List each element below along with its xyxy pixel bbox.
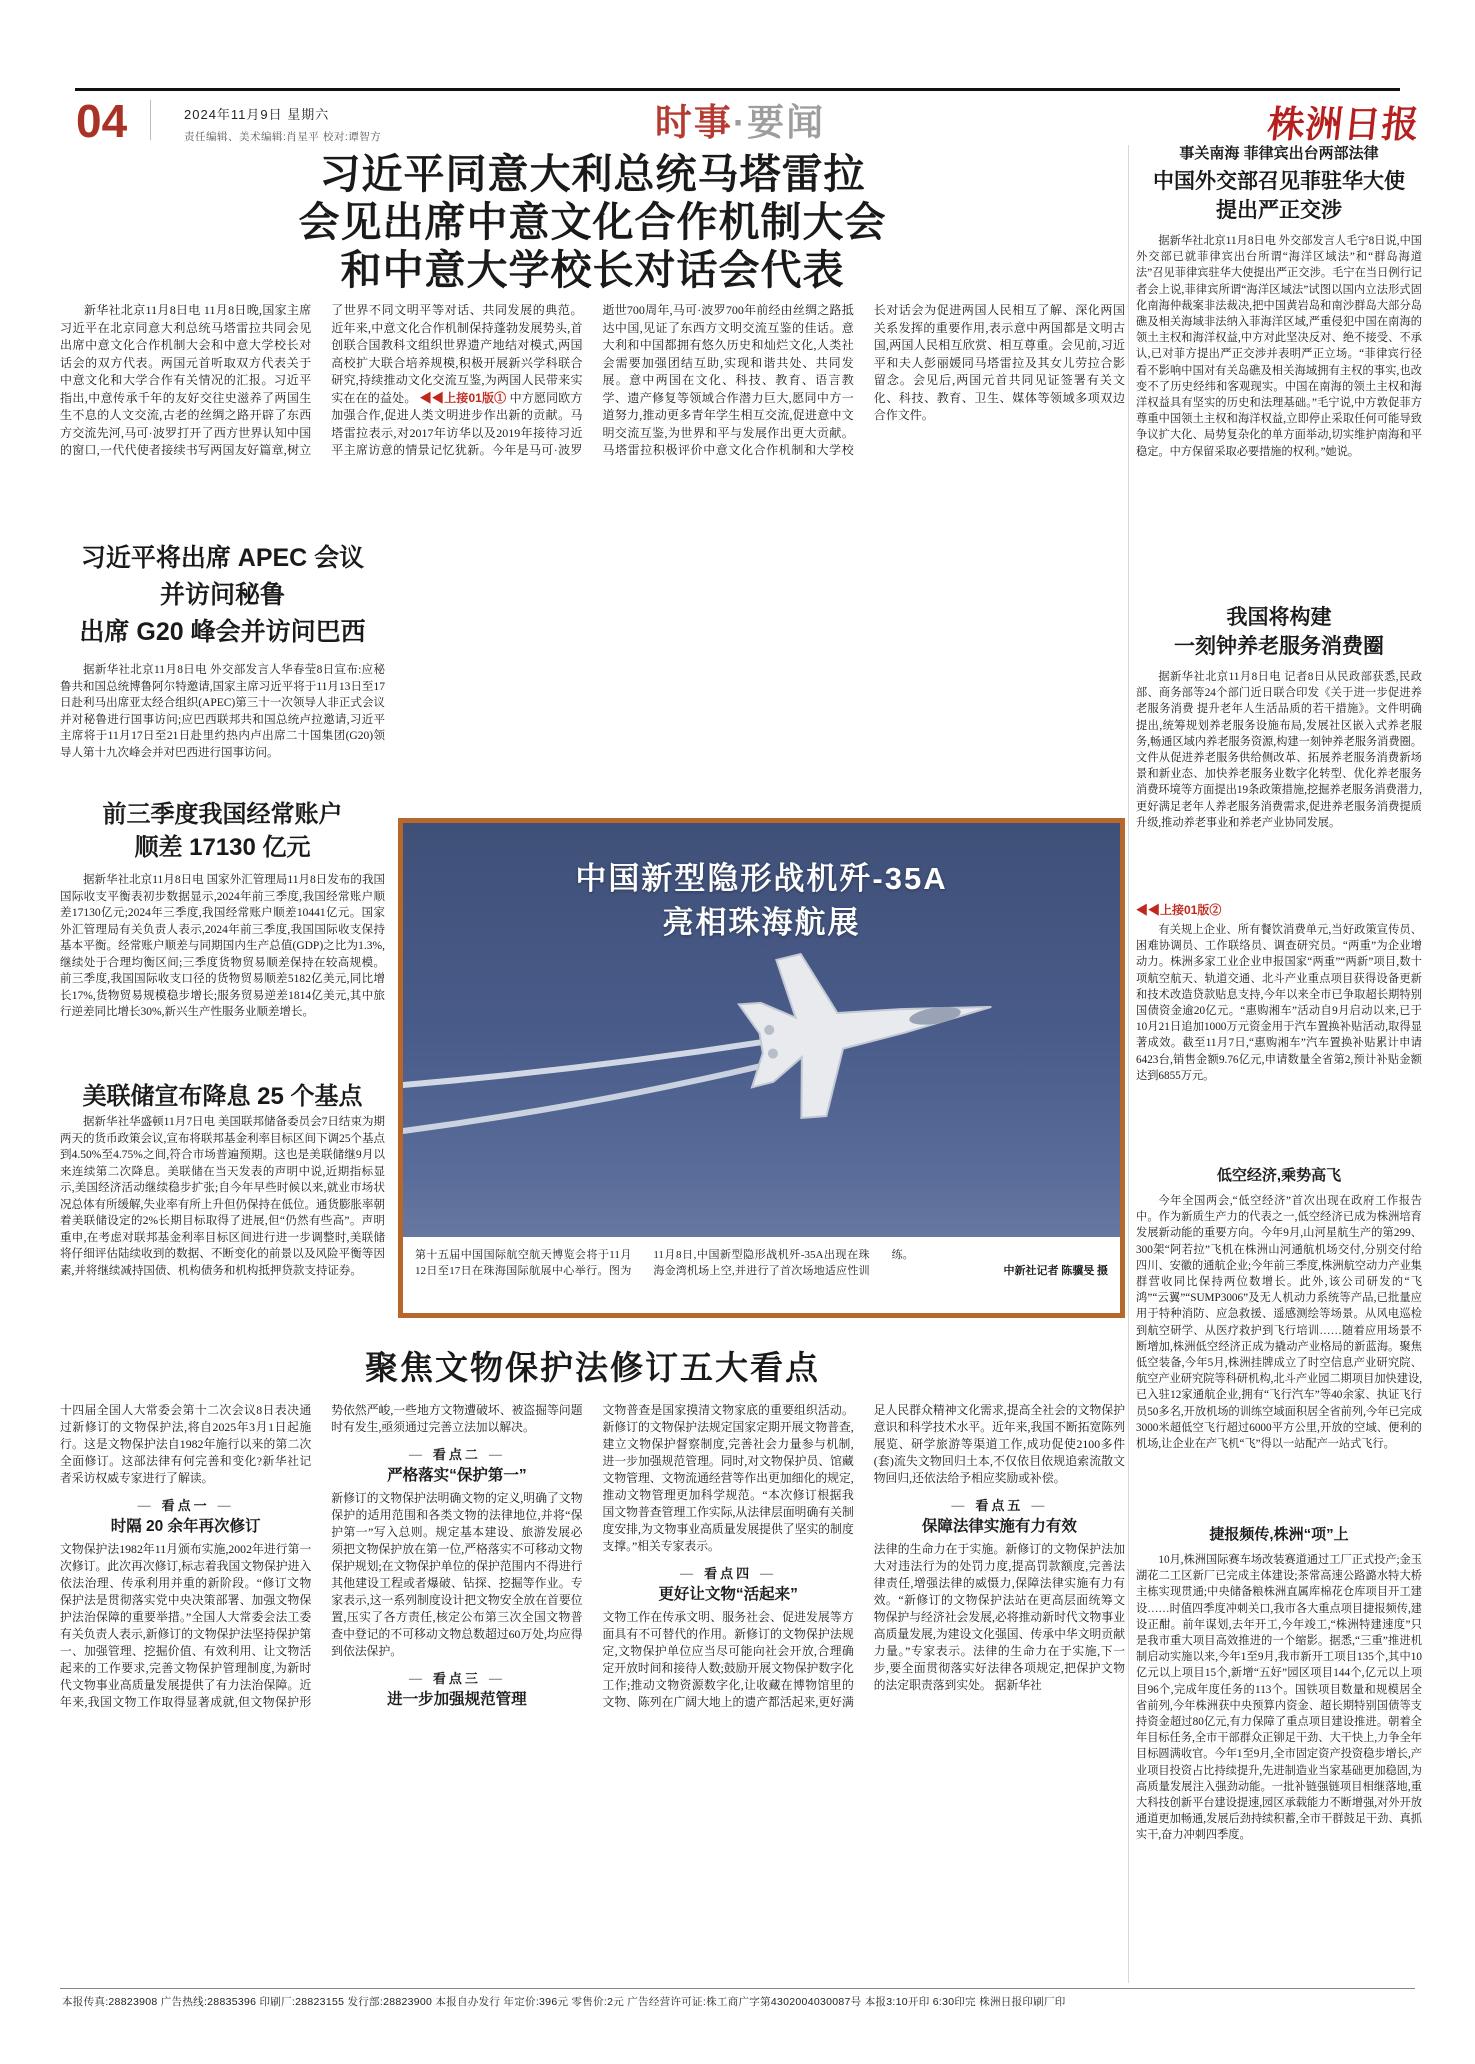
low-altitude-body: 今年全国两会,“低空经济”首次出现在政府工作报告中。作为新质生产力的代表之一,低空经济已成为株洲培育发展新动能的重要方向。今年9月,山河星航生产的第299、300架“阿若拉”飞机在株洲山河通航机场交付,分别交付给四川、安徽的通航企业;今年前三季度,株洲航空动力产业集群营收同比保持两位数增长。此外,该公司研发的“飞鸿”“云翼”“SUMP3006”及无人机动力系统等产品,已批量应用于特种消防、应急救援、遥感测绘等场景。从风电巡检到航空研学、从医疗救护到飞行培训……随着应用场景不断增加,株洲低空经济正成为撬动产业格局的新蓝海。聚焦低空装备,今年5月,株洲挂牌成立了时空信息产业研究院、航空产业研究院等科研机构,北斗产业园二期项目加快建设,已入驻12家通航企业,拥有“飞行汽车”等40余家、执证飞行员50多名,开放机场的训练空域面积居全省前列,今年已完成3000米超低空飞行超过6000平方公里,开放的空域、便利的机场,让企业在产飞机“飞”得以一站配产一站式飞行。 (1136, 1195, 1422, 1451)
masthead-logo: 株洲日报 (1265, 105, 1422, 146)
main-body-part2: 中方愿同欧方加强合作,促进人类文明进步作出新的贡献。马塔雷拉表示,对2017年访华以及2019年接待习近平主席访意的情景记忆犹新。今年是马可·波罗逝世700周年,马可·波罗700年前经由丝绸之路抵达中国,见证了东西方文明交流互鉴的佳话。意大利和中国都拥有悠久历史和灿烂文化,人类社会需要加强团结互助,实现和谐共处、共同发展。意中两国在文化、科技、教育、语言教学、遗产修复等领域合作潜力巨大,愿同中方一道努力,推动更多青年学生相互交流,促进意中文明交流互鉴,为世界和平与发展作出更大贡献。马塔雷拉积极评价中意文化合作机制和大学校长对话会为促进两国人民相互了解、深化两国关系发挥的重要作用,表示意中两国都是文明古国,两国人民相互欣赏、相互尊重。会见前,习近平和夫人彭丽媛同马塔雷拉及其女儿劳拉合影留念。会见后,两国元首共同见证签署有关文化、科技、教育、卫生、媒体等领域多项双边合作文件。 (331, 303, 1125, 457)
kandian-4-body: 文物工作在传承文明、服务社会、促进发展等方面具有不可替代的作用。新修订的文物保护法规定,文物保护单位应当尽可能向社会开放,合理确定开放时间和接待人数;鼓励开展文物保护数字化工作;推动文物资源数字化,让收藏在博物馆里的文物、陈列在广阔大地上的遗产都活起来,更好满足人民群众精神文化需求,提高全社会的文物保护意识和科学技术水平。近年来,我国不断拓宽陈列展览、研学旅游等渠道工作,成功促使2100多件(套)流失文物回归土本,不仅依目依规追索流散文物回归,还依法给予相应奖励或补偿。 (602, 1403, 1125, 1709)
photo-caption (403, 1237, 1120, 1309)
kandian-3-body: 文物普查是国家摸清文物家底的重要组织活动。新修订的文物保护法规定国家定期开展文物普查,建立文物保护督察制度,完善社会力量参与机制,进一步加强规范管理。同时,对文物保护员、馆藏文物管理、文物流通经营等作出更加细化的规定,推动文物管理更加科学规范。“本次修订根据我国文物普查管理工作实际,从法律层面明确有关制度安排,为文物事业高质量发展提供了坚实的制度支撑。”相关专家表示。 (602, 1403, 854, 1553)
fed-article-headline: 美联储宣布降息 25 个基点 (82, 1083, 363, 1110)
kandian-5-body: 法律的生命力在于实施。新修订的文物保护法加大对违法行为的处罚力度,提高罚款额度,完善法律责任,增强法律的威慑力,保障法律实施有力有效。“新修订的文物保护法站在更高层面统筹文物保护与经济社会发展,必将推动新时代文物事业高质量发展,为建设文化强国、传承中华文明贡献力量。”专家表示。法律的生命力在于实施,下一步,要全面贯彻落实好法律各项规定,把保护文物的法定职责落到实处。 据新华社 (873, 1542, 1125, 1692)
current-account-body: 据新华社北京11月8日电 国家外汇管理局11月8日发布的我国国际收支平衡表初步数据显示,2024年前三季度,我国经常账户顺差17130亿元;2024年三季度,我国经常账户顺差10441亿元。国家外汇管理局有关负责人表示,2024年前三季度,我国国际收支保持基本平衡。经常账户顺差与同期国内生产总值(GDP)之比为1.3%,继续处于合理均衡区间;三季度货物贸易顺差保持在较高规模。前三季度,我国国际收支口径的货物贸易顺差5182亿美元,同比增长17%,货物贸易规模稳步增长;服务贸易逆差1814亿美元,其中旅行逆差同比增长30%,新兴生产性服务业顺差增长。 (60, 874, 385, 1018)
kandian-4-title: 更好让文物“活起来” (658, 1586, 798, 1603)
section-name-main: 时事 (654, 102, 733, 143)
kandian-5-title: 保障法律实施有力有效 (921, 1518, 1077, 1535)
current-account-headline (60, 798, 385, 864)
kandian-3-title: 进一步加强规范管理 (387, 1691, 527, 1708)
main-headline-line1: 习近平同意大利总统马塔雷拉 (319, 151, 866, 197)
mfa-headline-line2: 提出严正交涉 (1216, 199, 1342, 222)
right-column (1136, 142, 1422, 1986)
apec-headline-line2: 并访问秘鲁 (159, 581, 285, 609)
kandian-1-body: 文物保护法1982年11月颁布实施,2002年进行第一次修订。此次再次修订,标志着我国文物保护进入依法治理、传承利用并重的新阶段。“修订文物保护法是贯彻落实党中央决策部署、加强文物保护法治保障的重要举措。”全国人大常委会法工委有关负责人表示,新修订的文物保护法坚持保护第一、加强管理、挖掘价值、有效利用、让文物活起来的工作要求,完善文物保护管理制度,为新时代文物事业高质量发展提供了有力法治保障。近年来,我国文物工作取得显著成就,但文物保护形势依然严峻,一些地方文物遭破坏、被盗掘等问题时有发生,亟须通过完善立法加以解决。 (60, 1403, 583, 1709)
ca-headline-line1: 前三季度我国经常账户 (102, 801, 343, 828)
photo-title-line2: 亮相珠海航展 (662, 905, 861, 940)
main-article-headline (60, 150, 1125, 294)
main-body-part1: 新华社北京11月8日电 11月8日晚,国家主席习近平在北京同意大利总统马塔雷拉共同会见出席中意文化合作机制大会和中意大学校长对话会的双方代表。两国元首听取双方代表关于中意文化和大学合作有关情况的汇报。习近平指出,中意传承千年的友好交往史滋养了两国生生不息的人文交流,古老的丝绸之路开辟了东西方交流先河,马可·波罗打开了西方世界认知中国的窗口,一代代使者接续书写两国友好篇章,树立了世界不同文明平等对话、共同发展的典范。近年来,中意文化合作机制保持蓬勃发展势头,首创联合国教科文组织世界遗产地结对模式,两国高校扩大联合培养规模,积极开展新兴学科联合研究,持续推动文化交流互鉴,为两国人民带来实实在在的益处。 (60, 303, 583, 457)
continued-from-page1-marker-2: ◀◀上接01版② (1136, 903, 1222, 917)
main-headline-line2: 会见出席中意文化合作机制大会 (298, 199, 887, 245)
kandian-1-title: 时隔 20 余年再次修订 (110, 1518, 261, 1535)
low-altitude-subhead: 低空经济,乘势高飞 (1216, 1167, 1342, 1184)
mfa-headline-line1: 中国外交部召见菲驻华大使 (1153, 170, 1405, 193)
kandian-2-body: 新修订的文物保护法明确文物的定义,明确了文物保护的适用范围和各类文物的法律地位,并将“保护第一”写入总则。规定基本建设、旅游发展必须把文物保护放在第一位,严格落实不可移动文物保护规划;在文物保护单位的保护范围内不得进行其他建设工程或者爆破、钻探、挖掘等作业。专家表示,这一系列制度设计把文物安全放在首要位置,压实了各方责任,核定公布第三次全国文物普查中登记的不可移动文物总数超过60万处,均应得到依法保护。 (331, 1491, 583, 1658)
eldercare-headline-line1: 我国将构建 (1226, 606, 1332, 629)
right-column-divider (1128, 145, 1129, 1983)
caption-text: 第十五届中国国际航空航天博览会将于11月12日至17日在珠海国际航展中心举行。图为11月8日,中国新型隐形战机歼-35A出现在珠海金湾机场上空,并进行了首次场地适应性训练。 (415, 1249, 914, 1277)
eldercare-headline (1136, 603, 1422, 661)
photo-box (398, 818, 1125, 1318)
apec-article-body: 据新华社北京11月8日电 外交部发言人华春莹8日宣布:应秘鲁共和国总统博鲁阿尔特邀请,国家主席习近平将于11月13日至17日赴利马出席亚太经合组织(APEC)第三十一次领导人非正式会议并对秘鲁进行国事访问;应巴西联邦共和国总统卢拉邀请,习近平主席将于11月17日至21日赴里约热内卢出席二十国集团(G20)领导人第十九次峰会并对巴西进行国事访问。 (60, 664, 385, 759)
apec-headline-line1: 习近平将出席 APEC 会议 (80, 544, 365, 572)
page-number: 04 (76, 95, 128, 147)
eldercare-headline-line2: 一刻钟养老服务消费圈 (1174, 635, 1384, 658)
section-name-sub: ·要闻 (732, 102, 826, 143)
kandian-1-label: — 看点一 — (60, 1497, 311, 1514)
mfa-body: 据新华社北京11月8日电 外交部发言人毛宁8日说,中国外交部已就菲律宾出台所谓“海洋区域法”和“群岛海道法”召见菲律宾驻华大使提出严正交涉。毛宁在当日例行记者会上说,菲律宾所谓“海洋区域法”试图以国内立法形式固化南海仲裁案非法裁决,把中国黄岩岛和南沙群岛大部分岛礁及相关海域非法纳入菲海洋区域,严重侵犯中国在南海的领土主权和海洋权益,中方对此坚决反对、绝不接受、不承认,已对菲方提出严正交涉并表明严正立场。“菲律宾行径看不影响中国对有关岛礁及相关海域拥有主权的事实,也改变不了历史经纬和客观现实。中国在南海的领土主权和海洋权益具有坚实的历史和法理基础。”毛宁说,中方敦促菲方尊重中国领土主权和海洋权益,立即停止采取任何可能导致争议扩大化、局势复杂化的单方面举动,切实维护南海和平稳定。中方保留采取必要措施的权利。”她说。 (1136, 235, 1422, 458)
eldercare-body: 据新华社北京11月8日电 记者8日从民政部获悉,民政部、商务部等24个部门近日联合印发《关于进一步促进养老服务消费 提升老年人生活品质的若干措施》。文件明确提出,统筹规划养老服务设施布局,发展社区嵌入式养老服务,畅通区域内养老服务资源,构建一刻钟养老服务消费圈。文件从促进养老服务供给侧改革、拓展养老服务消费新场景和新业态、加快养老服务业数字化转型、优化养老服务消费环境等方面提出19条政策措施,挖掘养老服务消费潜力,更好满足老年人养老服务消费需求,促进养老服务消费提质升级,推动养老事业和养老产业协同发展。 (1136, 671, 1422, 829)
projects-subhead: 捷报频传,株洲“项”上 (1209, 1526, 1349, 1543)
photo-title-line1: 中国新型隐形战机歼-35A (575, 861, 948, 896)
continued-from-page1-marker: ◀◀上接01版① (419, 390, 507, 405)
jet-photo (403, 823, 1120, 1237)
photo-credit: 中新社记者 陈骥旻 摄 (1003, 1265, 1108, 1277)
header-date-block (184, 104, 381, 144)
kandian-3-label: — 看点三 — (331, 1670, 582, 1687)
kandian-5-label: — 看点五 — (874, 1497, 1125, 1514)
date-line: 2024年11月9日 星期六 (184, 107, 330, 122)
mfa-headline (1136, 167, 1422, 225)
kandian-2-label: — 看点二 — (331, 1446, 582, 1463)
editors-line: 责任编辑、美术编辑:肖星平 校对:谭智方 (184, 131, 382, 143)
wenwu-section-body (60, 1402, 1125, 1980)
main-headline-line3: 和中意大学校长对话会代表 (340, 247, 845, 293)
wenwu-section-headline: 聚焦文物保护法修订五大看点 (365, 1349, 820, 1386)
section-title (580, 92, 900, 146)
ca-headline-line2: 顺差 17130 亿元 (134, 834, 311, 861)
footer-rule (60, 1988, 1415, 1989)
main-article-body (60, 302, 1125, 530)
projects-body: 10月,株洲国际赛车场改装赛道通过工厂正式投产;金玉湖花二工区新厂已完成主体建设;茶常高速公路潞水特大桥主栋实现贯通;中央储备粮株洲直属库棉花仓库项目开工建设……时值四季度冲刺关口,我市各大重点项目捷报频传,建设正酣。前年谋划,去年开工,今年竣工,“株洲特建速度”只是我市重大项目高效推进的一个缩影。据悉,“三重”推进机制启动实施以来,今年1至9月,我市新开工项目135个,其中10亿元以上项目15个,新增“五好”园区项目144个,亿元以上项目96个,完成年度任务的113个。国铁项目数量和规模居全省前列,今年株洲获中央预算内资金、超长期特别国债等支持资金超过80亿元,有力保障了重点项目建设推进。朝着全年目标任务,全市干部群众正铆足干劲、大干快上,力争全年目标圆满收官。今年1至9月,全市固定资产投资稳步增长,产业项目投资占比持续提升,先进制造业当家基础更加稳固,为高质量发展注入强劲动能。一批补链强链项目相继落地,重大科技创新平台建设提速,园区承载能力不断增强,对外开放通道更加畅通,发展后劲持续积蓄,全市干群鼓足干劲、真抓实干,奋力冲刺四季度。 (1136, 1554, 1422, 1842)
apec-headline-line3: 出席 G20 峰会并访问巴西 (79, 618, 366, 646)
kandian-2-title: 严格落实“保护第一” (387, 1467, 527, 1484)
footer-info: 本报传真:28823908 广告热线:28835396 印刷厂:28823155 发行部:28823900 本报自办发行 年定价:396元 零售价:2元 广告经营许可证:株工商广字第4302004030087号 本报3:10开印 6:30印完 株洲日报印刷厂印 (62, 1996, 1066, 2008)
header-divider (150, 100, 151, 140)
photo-title (403, 857, 1120, 945)
kandian-4-label: — 看点四 — (603, 1565, 854, 1582)
continued-body: 有关规上企业、所有餐饮消费单元,当好政策宣传员、困难协调员、工作联络员、调查研究员。“两重”为企业增动力。株洲多家工业企业申报国家“两重”“两新”项目,数十项航空航天、轨道交通、北斗产业重点项目获得设备更新和技术改造贷款贴息支持,今年以来全市已争取超长期特别国债资金逾20亿元。“惠购湘车”活动自9月启动以来,已于10月21日追加1000万元资金用于汽车置换补贴活动,取得显著成效。截至11月7日,“惠购湘车”汽车置换补贴累计申请6423台,销售金额9.76亿元,申请数量全省第2,预计补贴金额达到6855万元。 (1136, 924, 1422, 1082)
mfa-kicker: 事关南海 菲律宾出台两部法律 (1179, 145, 1379, 162)
apec-article-headline (60, 540, 385, 651)
wenwu-intro: 十四届全国人大常委会第十二次会议8日表决通过新修订的文物保护法,将自2025年3月1日起施行。这是文物保护法自1982年施行以来的第二次全面修订。这部法律有何完善和变化?新华社记者采访权威专家进行了解读。 (60, 1403, 312, 1485)
fed-article-body: 据新华社华盛顿11月7日电 美国联邦储备委员会7日结束为期两天的货币政策会议,宣布将联邦基金利率目标区间下调25个基点到4.50%至4.75%之间,符合市场普遍预期。这也是美联储继9月以来连续第二次降息。美联储在当天发表的声明中说,近期指标显示,美国经济活动继续稳步扩张;自今年早些时候以来,就业市场状况总体有所缓解,失业率有所上升但仍保持在低位。通货膨胀率朝着美联储设定的2%长期目标取得了进展,但“仍然有些高”。声明重申,在考虑对联邦基金利率目标区间进行进一步调整时,美联储将仔细评估陆续收到的数据、不断变化的前景以及风险平衡等因素,并将继续减持国债、机构债务和机构抵押贷款支持证券。 (60, 1116, 385, 1277)
header-top-rule (75, 88, 1400, 91)
